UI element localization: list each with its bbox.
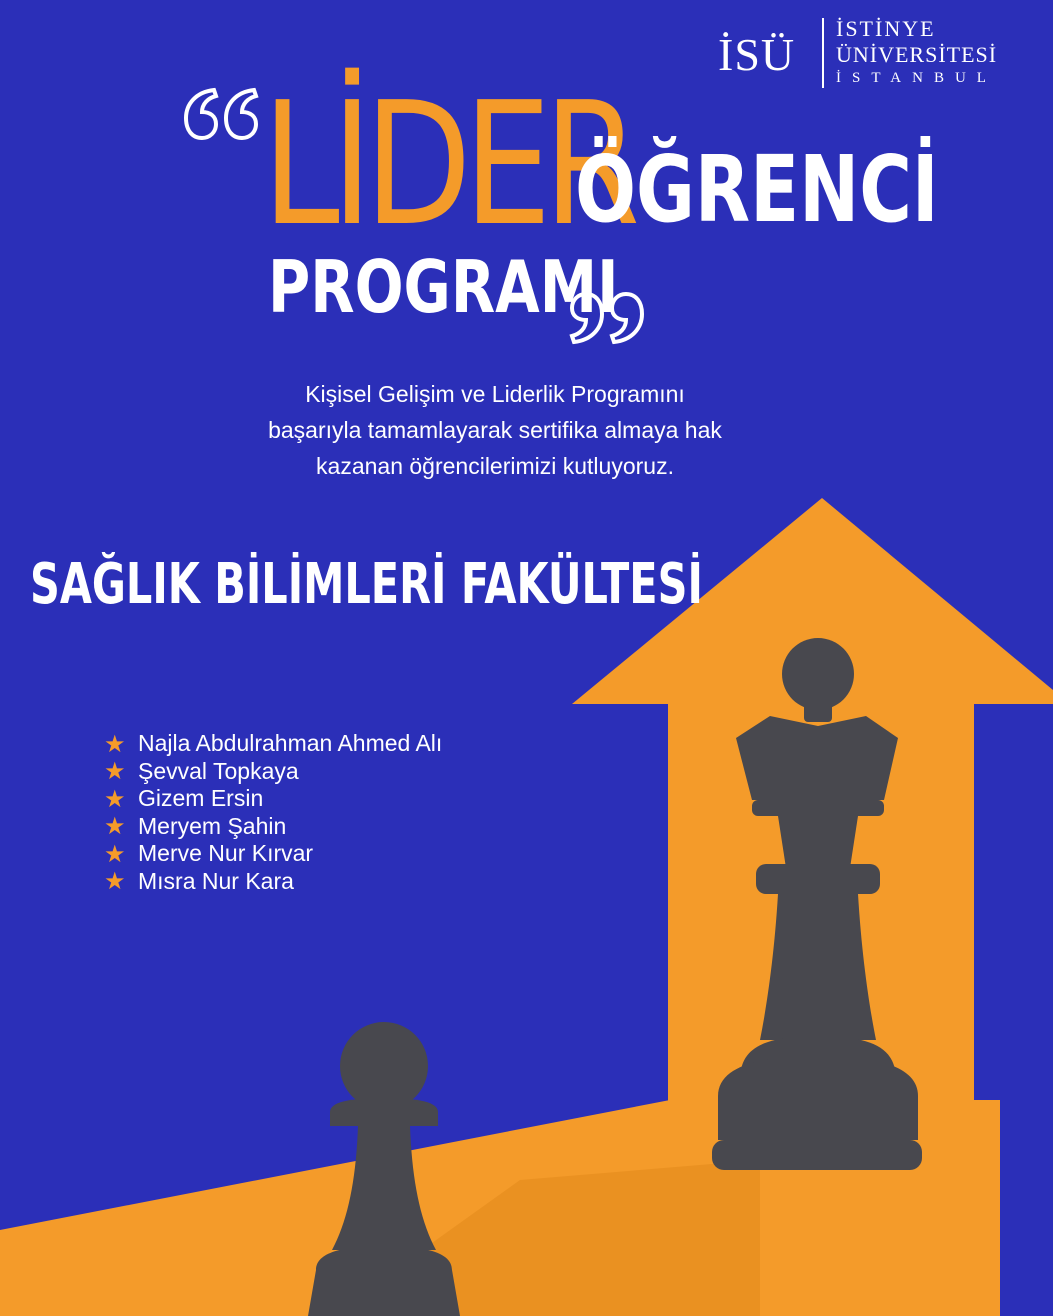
star-icon: ★: [104, 812, 126, 841]
logo-line-1: İSTİNYE: [836, 16, 936, 41]
intro-line-2: başarıyla tamamlayarak sertifika almaya hak: [268, 417, 722, 443]
logo-line-2: ÜNİVERSİTESİ: [836, 42, 998, 67]
heading-lider: LİDER: [262, 66, 633, 264]
student-name: Najla Abdulrahman Ahmed Alı: [138, 730, 443, 757]
star-icon: ★: [104, 729, 126, 758]
list-item: [104, 730, 442, 758]
list-item: [104, 785, 442, 813]
student-list: [104, 730, 442, 895]
list-item: [104, 758, 442, 786]
faculty-title: SAĞLIK BİLİMLERİ FAKÜLTESİ: [30, 552, 703, 617]
heading-programi: PROGRAMI: [268, 245, 619, 329]
star-icon: ★: [104, 784, 126, 813]
logo-divider: [822, 18, 824, 88]
university-logo: [718, 12, 1038, 88]
list-item: [104, 813, 442, 841]
intro-line-3: kazanan öğrencilerimizi kutluyoruz.: [316, 453, 674, 479]
student-name: Merve Nur Kırvar: [138, 840, 314, 867]
student-name: Gizem Ersin: [138, 785, 264, 812]
student-name: Meryem Şahin: [138, 812, 287, 839]
arrow-up-icon: [0, 498, 1053, 1316]
student-name: Mısra Nur Kara: [138, 867, 294, 894]
star-icon: ★: [104, 867, 126, 896]
star-icon: ★: [104, 757, 126, 786]
heading-ogrenci: ÖĞRENCİ: [575, 136, 939, 243]
list-item: [104, 868, 442, 896]
student-name: Şevval Topkaya: [138, 757, 299, 784]
quote-open-icon: [180, 86, 260, 142]
list-item: [104, 840, 442, 868]
star-icon: ★: [104, 839, 126, 868]
logo-mark: İSÜ: [718, 29, 796, 80]
intro-paragraph: [195, 376, 795, 484]
logo-line-3: İSTANBUL: [836, 70, 997, 86]
intro-line-1: Kişisel Gelişim ve Liderlik Programını: [305, 381, 685, 407]
